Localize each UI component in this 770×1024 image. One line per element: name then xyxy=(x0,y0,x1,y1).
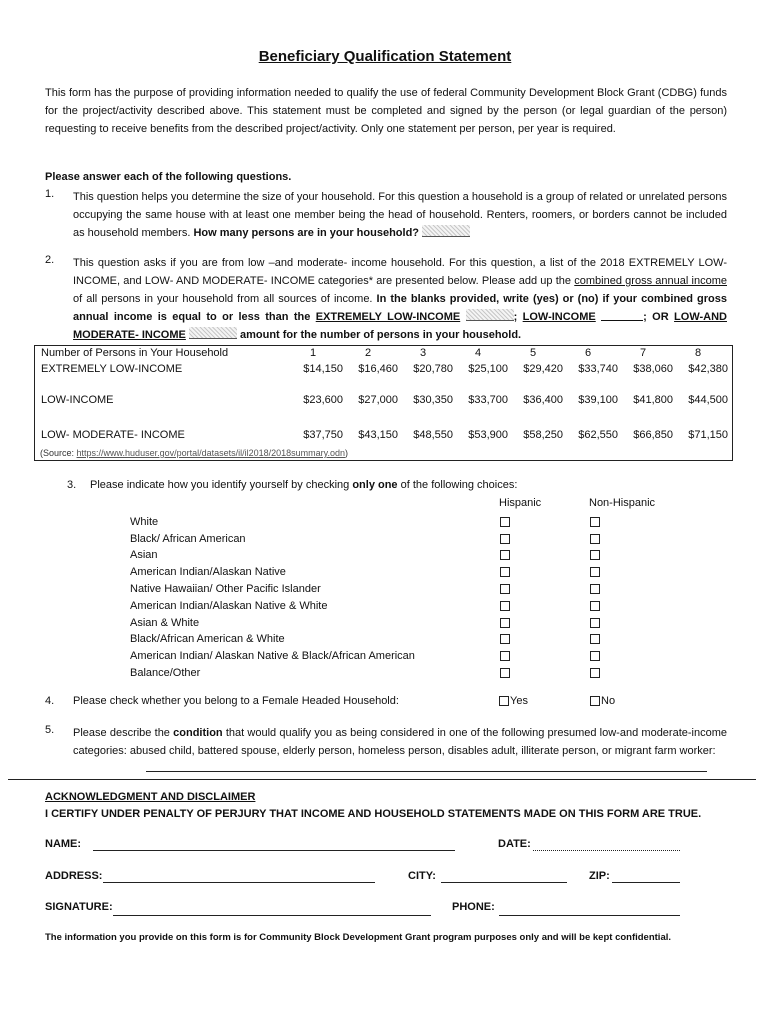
race-option: Black/ African American xyxy=(130,533,246,545)
q2-number: 2. xyxy=(45,254,55,266)
ack-certify: I CERTIFY UNDER PENALTY OF PERJURY THAT INCOME AND HOUSEHOLD STATEMENTS MADE ON THIS FORM ARE TRUE. xyxy=(45,808,702,820)
ack-heading: ACKNOWLEDGMENT AND DISCLAIMER xyxy=(45,791,256,803)
hispanic-checkbox[interactable] xyxy=(500,550,510,560)
q3-only-one: only one xyxy=(352,479,398,491)
income-table xyxy=(34,345,733,461)
persons-6: 6 xyxy=(584,347,592,359)
table-cell: $71,150 xyxy=(688,429,728,441)
row-low-moderate-label: LOW- MODERATE- INCOME xyxy=(41,429,185,441)
name-label: NAME: xyxy=(45,838,82,850)
low-moderate-income-input[interactable] xyxy=(189,327,237,339)
q1-number: 1. xyxy=(45,188,55,200)
hispanic-checkbox[interactable] xyxy=(500,634,510,644)
signature-input[interactable] xyxy=(113,901,431,916)
table-cell: $37,750 xyxy=(303,429,343,441)
city-label: CITY: xyxy=(408,870,436,882)
row-low-label: LOW-INCOME xyxy=(41,394,114,406)
q4-text: Please check whether you belong to a Female Headed Household: xyxy=(73,695,399,707)
q2-combined-gross: combined gross annual income xyxy=(574,275,727,287)
persons-1: 1 xyxy=(309,347,317,359)
female-household-yes-checkbox[interactable] xyxy=(499,696,509,706)
non-hispanic-checkbox[interactable] xyxy=(590,517,600,527)
race-option: American Indian/ Alaskan Native & Black/African American xyxy=(130,650,415,662)
q3-body-2: of the following choices: xyxy=(400,479,518,491)
table-cell: $33,700 xyxy=(468,394,508,406)
source-prefix: (Source: xyxy=(40,448,75,458)
hispanic-checkbox[interactable] xyxy=(500,618,510,628)
q5-number: 5. xyxy=(45,724,55,736)
city-input[interactable] xyxy=(441,870,567,883)
non-hispanic-checkbox[interactable] xyxy=(590,584,600,594)
phone-input[interactable] xyxy=(499,901,680,916)
q2-body-1: This question asks if you are from low –and moderate- income household. For this question, a list of the 2018 EXTREMELY LOW- INCOME, and LOW- AND MODERATE- INCOME categories* are presented below. Please add up the xyxy=(73,257,727,287)
q2-text xyxy=(73,254,727,344)
race-option: Asian xyxy=(130,549,158,561)
q5-condition: condition xyxy=(173,727,223,739)
race-option: Black/African American & White xyxy=(130,633,285,645)
q3-body-1: Please indicate how you identify yourself by checking xyxy=(90,479,350,491)
q4-no-label: No xyxy=(601,695,616,707)
table-cell: $30,350 xyxy=(413,394,453,406)
source-link[interactable]: https://www.huduser.gov/portal/datasets/il/il2018/2018summary.odn xyxy=(76,448,346,458)
q1-text xyxy=(73,188,727,242)
table-cell: $29,420 xyxy=(523,363,563,375)
race-option: Balance/Other xyxy=(130,667,201,679)
household-size-input[interactable] xyxy=(422,225,470,237)
table-cell: $43,150 xyxy=(358,429,398,441)
q2-low-label: LOW-INCOME xyxy=(522,311,596,323)
address-input[interactable] xyxy=(103,870,375,883)
table-cell: $58,250 xyxy=(523,429,563,441)
persons-7: 7 xyxy=(639,347,647,359)
persons-4: 4 xyxy=(474,347,482,359)
hispanic-checkbox[interactable] xyxy=(500,601,510,611)
table-cell: $62,550 xyxy=(578,429,618,441)
persons-8: 8 xyxy=(694,347,702,359)
q1-body: This question helps you determine the size of your household. For this question a household is a group of related or unrelated persons occupying the same house with at least one member being the head of household. Renters, roomers, or borders cannot be included as household members. xyxy=(73,191,727,239)
name-input[interactable] xyxy=(93,838,455,851)
row-extremely-low-label: EXTREMELY LOW-INCOME xyxy=(41,363,183,375)
table-cell: $33,740 xyxy=(578,363,618,375)
table-cell: $16,460 xyxy=(358,363,398,375)
persons-2: 2 xyxy=(364,347,372,359)
table-cell: $41,800 xyxy=(633,394,673,406)
low-income-input[interactable] xyxy=(601,310,643,321)
address-label: ADDRESS: xyxy=(45,870,103,882)
persons-3: 3 xyxy=(419,347,427,359)
non-hispanic-checkbox[interactable] xyxy=(590,601,600,611)
hispanic-checkbox[interactable] xyxy=(500,534,510,544)
q4-yes-label: Yes xyxy=(510,695,528,707)
table-cell: $38,060 xyxy=(633,363,673,375)
extremely-low-income-input[interactable] xyxy=(466,309,514,321)
race-option: Native Hawaiian/ Other Pacific Islander xyxy=(130,583,321,595)
q2-bold-2: amount for the number of persons in your household. xyxy=(239,329,522,341)
col-hispanic: Hispanic xyxy=(499,497,542,509)
non-hispanic-checkbox[interactable] xyxy=(590,550,600,560)
non-hispanic-checkbox[interactable] xyxy=(590,668,600,678)
signature-label: SIGNATURE: xyxy=(45,901,113,913)
table-cell: $27,000 xyxy=(358,394,398,406)
race-option: White xyxy=(130,516,159,528)
non-hispanic-checkbox[interactable] xyxy=(590,618,600,628)
q3-number: 3. xyxy=(67,479,77,491)
date-input[interactable] xyxy=(533,838,680,851)
table-cell: $53,900 xyxy=(468,429,508,441)
hispanic-checkbox[interactable] xyxy=(500,517,510,527)
q5-body-2: that would qualify you as being considered in one of the following presumed low-and moderate-income categories: abused child, battered spouse, elderly person, homeless person, disables adult, illiterate person, or migrant farm worker: xyxy=(73,727,728,757)
table-cell: $36,400 xyxy=(523,394,563,406)
race-option: American Indian/Alaskan Native & White xyxy=(130,600,328,612)
q5-text xyxy=(73,724,727,760)
zip-input[interactable] xyxy=(612,870,680,883)
q1-question: How many persons are in your household? xyxy=(193,227,420,239)
hispanic-checkbox[interactable] xyxy=(500,651,510,661)
form-title: Beneficiary Qualification Statement xyxy=(258,48,512,65)
non-hispanic-checkbox[interactable] xyxy=(590,534,600,544)
q2-body-2: of all persons in your household from all sources of income. xyxy=(73,293,373,305)
table-cell: $23,600 xyxy=(303,394,343,406)
source-suffix: ) xyxy=(345,448,349,458)
hispanic-checkbox[interactable] xyxy=(500,567,510,577)
table-cell: $39,100 xyxy=(578,394,618,406)
instructions: Please answer each of the following questions. xyxy=(45,171,292,183)
table-cell: $44,500 xyxy=(688,394,728,406)
female-household-no-checkbox[interactable] xyxy=(590,696,600,706)
date-label: DATE: xyxy=(498,838,531,850)
table-cell: $48,550 xyxy=(413,429,453,441)
q5-body-1: Please describe the xyxy=(73,727,170,739)
table-source xyxy=(40,448,348,458)
condition-input[interactable] xyxy=(146,761,707,772)
phone-label: PHONE: xyxy=(452,901,495,913)
hispanic-checkbox[interactable] xyxy=(500,668,510,678)
table-cell: $42,380 xyxy=(688,363,728,375)
zip-label: ZIP: xyxy=(589,870,610,882)
race-option: American Indian/Alaskan Native xyxy=(130,566,286,578)
q2-bold-1: In the blanks provided, write (yes) or (no) if your combined gross annual income is equal to or less than the xyxy=(73,293,727,323)
table-cell: $66,850 xyxy=(633,429,673,441)
table-cell: $20,780 xyxy=(413,363,453,375)
col-non-hispanic: Non-Hispanic xyxy=(589,497,656,509)
q2-sep-1: ; xyxy=(513,311,518,323)
non-hispanic-checkbox[interactable] xyxy=(590,651,600,661)
q2-sep-2: ; OR xyxy=(643,311,669,323)
q2-lowmod-label: LOW-AND MODERATE- INCOME xyxy=(73,311,727,341)
hispanic-checkbox[interactable] xyxy=(500,584,510,594)
non-hispanic-checkbox[interactable] xyxy=(590,634,600,644)
non-hispanic-checkbox[interactable] xyxy=(590,567,600,577)
intro-paragraph: This form has the purpose of providing information needed to qualify the use of federal Community Development Block Grant (CDBG) funds for the project/activity described above. This statement must be completed and signed by the person (or legal guardian of the person) requesting to receive benefits from the described project/activity. Only one statement per person, per year is required. xyxy=(45,87,727,135)
table-cell: $14,150 xyxy=(303,363,343,375)
table-header-label: Number of Persons in Your Household xyxy=(41,347,229,359)
table-cell: $25,100 xyxy=(468,363,508,375)
persons-5: 5 xyxy=(529,347,537,359)
race-option: Asian & White xyxy=(130,617,200,629)
q3-text xyxy=(90,479,517,491)
q4-number: 4. xyxy=(45,695,55,707)
section-divider xyxy=(8,779,756,780)
confidentiality-footer: The information you provide on this form is for Community Block Development Grant program purposes only and will be kept confidential. xyxy=(45,932,672,943)
q2-extremely-label: EXTREMELY LOW-INCOME xyxy=(315,311,461,323)
